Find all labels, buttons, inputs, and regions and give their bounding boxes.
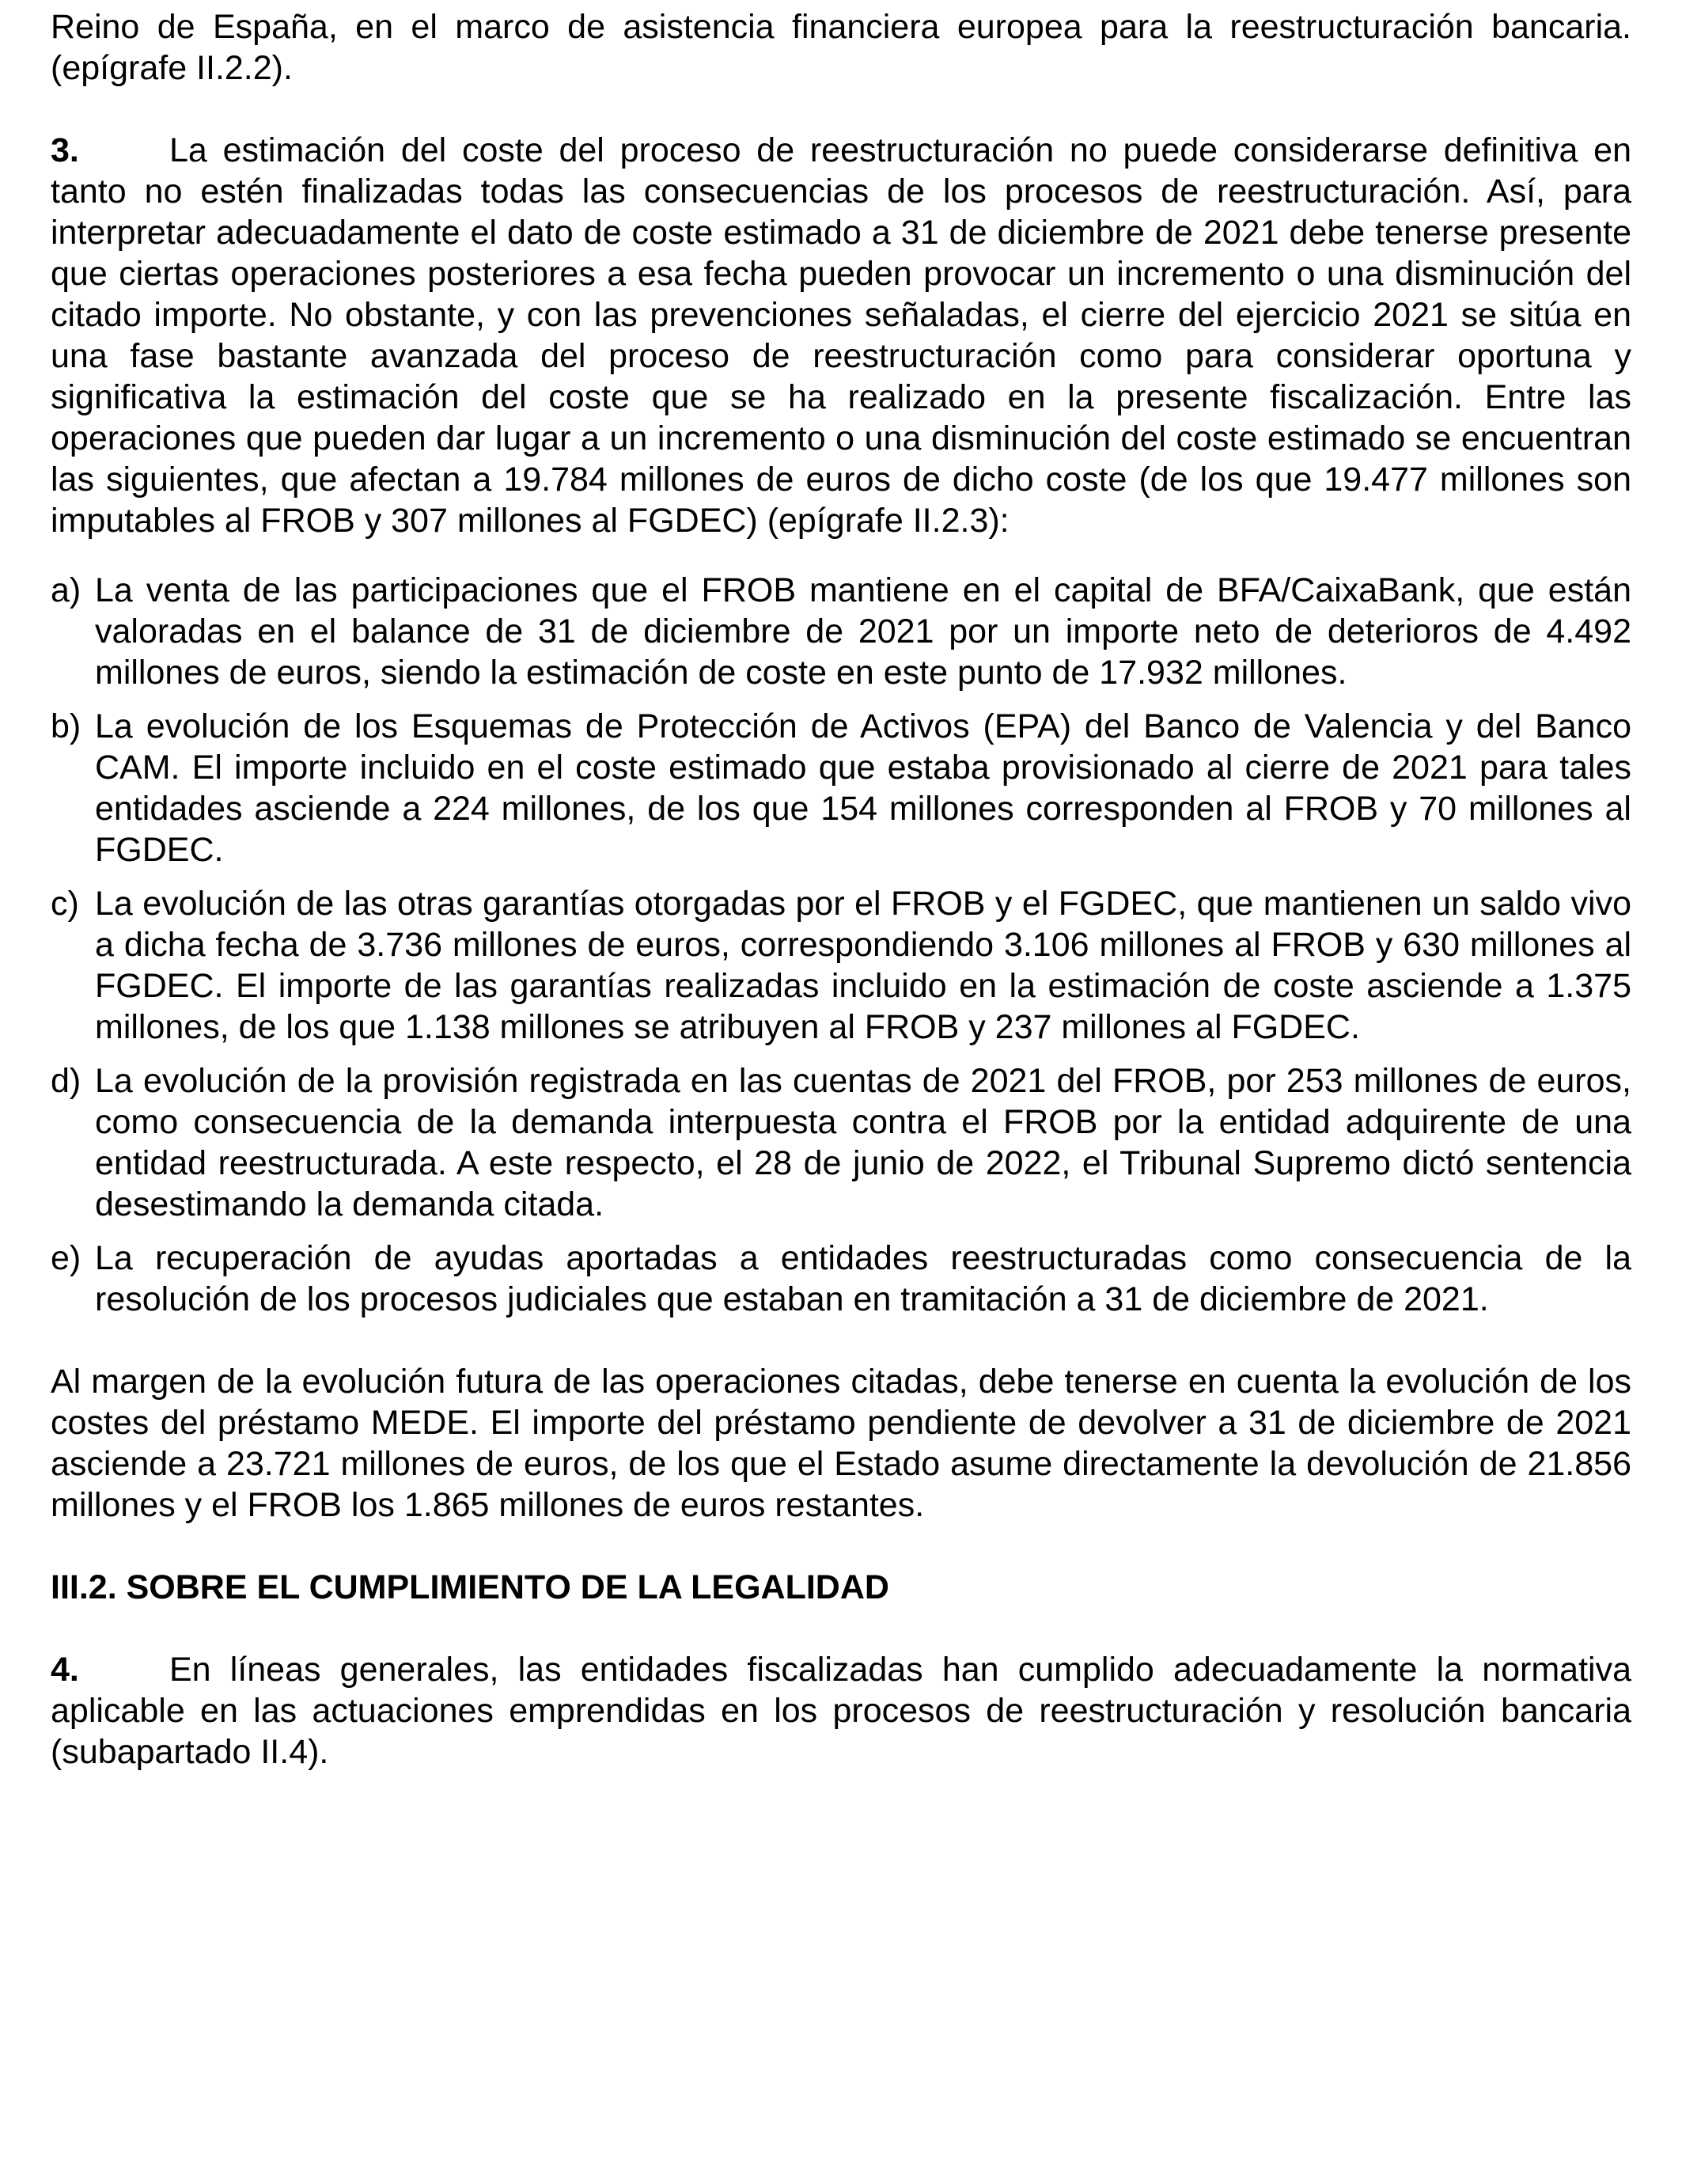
- list-item-e-marker: e): [51, 1239, 81, 1277]
- list-item-e-text: La recuperación de ayudas aportadas a entidades reestructuradas como consecuencia de la resolución de los procesos judiciales que estaban en tramitación a 31 de diciembre de 2021.: [95, 1239, 1631, 1318]
- paragraph-4-text: En líneas generales, las entidades fiscalizadas han cumplido adecuadamente la normativa aplicable en las actuaciones emprendidas en los procesos de reestructuración y resolución bancaria (subapartado II.4).: [51, 1651, 1631, 1771]
- list-item-a: [51, 570, 1631, 693]
- list-item-b-marker: b): [51, 707, 81, 745]
- list-item-a-text: La venta de las participaciones que el FROB mantiene en el capital de BFA/CaixaBank, que están valoradas en el balance de 31 de diciembre de 2021 por un importe neto de deterioros de 4.492 millones de euros, siendo la estimación de coste en este punto de 17.932 millones.: [95, 571, 1631, 692]
- list-item-d-text: La evolución de la provisión registrada en las cuentas de 2021 del FROB, por 253 millones de euros, como consecuencia de la demanda interpuesta contra el FROB por la entidad adquirente de una entidad reestructurada. A este respecto, el 28 de junio de 2022, el Tribunal Supremo dictó sentencia desestimando la demanda citada.: [95, 1062, 1631, 1223]
- paragraph-3-number: 3.: [51, 131, 79, 169]
- paragraph-4: [51, 1649, 1631, 1773]
- list-item-b: [51, 706, 1631, 870]
- paragraph-3: [51, 130, 1631, 541]
- list-item-a-marker: a): [51, 571, 81, 609]
- list-item-c-marker: c): [51, 885, 79, 923]
- cost-operations-list: [51, 570, 1631, 1320]
- list-item-b-text: La evolución de los Esquemas de Protección de Activos (EPA) del Banco de Valencia y del Banco CAM. El importe incluido en el coste estimado que estaba provisionado al cierre de 2021 para tales entidades asciende a 224 millones, de los que 154 millones corresponden al FROB y 70 millones al FGDEC.: [95, 707, 1631, 869]
- intro-continuation-paragraph: Reino de España, en el marco de asistencia financiera europea para la reestructuración bancaria. (epígrafe II.2.2).: [51, 8, 1631, 87]
- list-item-d-marker: d): [51, 1062, 81, 1100]
- list-item-c: [51, 883, 1631, 1048]
- paragraph-3-text: La estimación del coste del proceso de reestructuración no puede considerarse definitiva en tanto no estén finalizadas todas las consecuencias de los procesos de reestructuración. Así, para interpretar adecuadamente el dato de coste estimado a 31 de diciembre de 2021 debe tenerse presente que ciertas operaciones posteriores a esa fecha pueden provocar un incremento o una disminución del citado importe. No obstante, y con las prevenciones señaladas, el cierre del ejercicio 2021 se sitúa en una fase bastante avanzada del proceso de reestructuración como para considerar oportuna y significativa la estimación del coste que se ha realizado en la presente fiscalización. Entre las operaciones que pueden dar lugar a un incremento o una disminución del coste estimado se encuentran las siguientes, que afectan a 19.784 millones de euros de dicho coste (de los que 19.477 millones son imputables al FROB y 307 millones al FGDEC) (epígrafe II.2.3):: [51, 131, 1631, 540]
- document-page: [51, 6, 1631, 1773]
- section-heading: III.2. SOBRE EL CUMPLIMIENTO DE LA LEGALIDAD: [51, 1568, 889, 1606]
- list-item-c-text: La evolución de las otras garantías otorgadas por el FROB y el FGDEC, que mantienen un saldo vivo a dicha fecha de 3.736 millones de euros, correspondiendo 3.106 millones al FROB y 630 millones al FGDEC. El importe de las garantías realizadas incluido en la estimación de coste asciende a 1.375 millones, de los que 1.138 millones se atribuyen al FROB y 237 millones al FGDEC.: [95, 885, 1631, 1046]
- list-item-e: [51, 1238, 1631, 1320]
- paragraph-4-number: 4.: [51, 1651, 79, 1689]
- list-item-d: [51, 1060, 1631, 1225]
- mede-loan-paragraph: Al margen de la evolución futura de las operaciones citadas, debe tenerse en cuenta la evolución de los costes del préstamo MEDE. El importe del préstamo pendiente de devolver a 31 de diciembre de 2021 asciende a 23.721 millones de euros, de los que el Estado asume directamente la devolución de 21.856 millones y el FROB los 1.865 millones de euros restantes.: [51, 1363, 1631, 1524]
